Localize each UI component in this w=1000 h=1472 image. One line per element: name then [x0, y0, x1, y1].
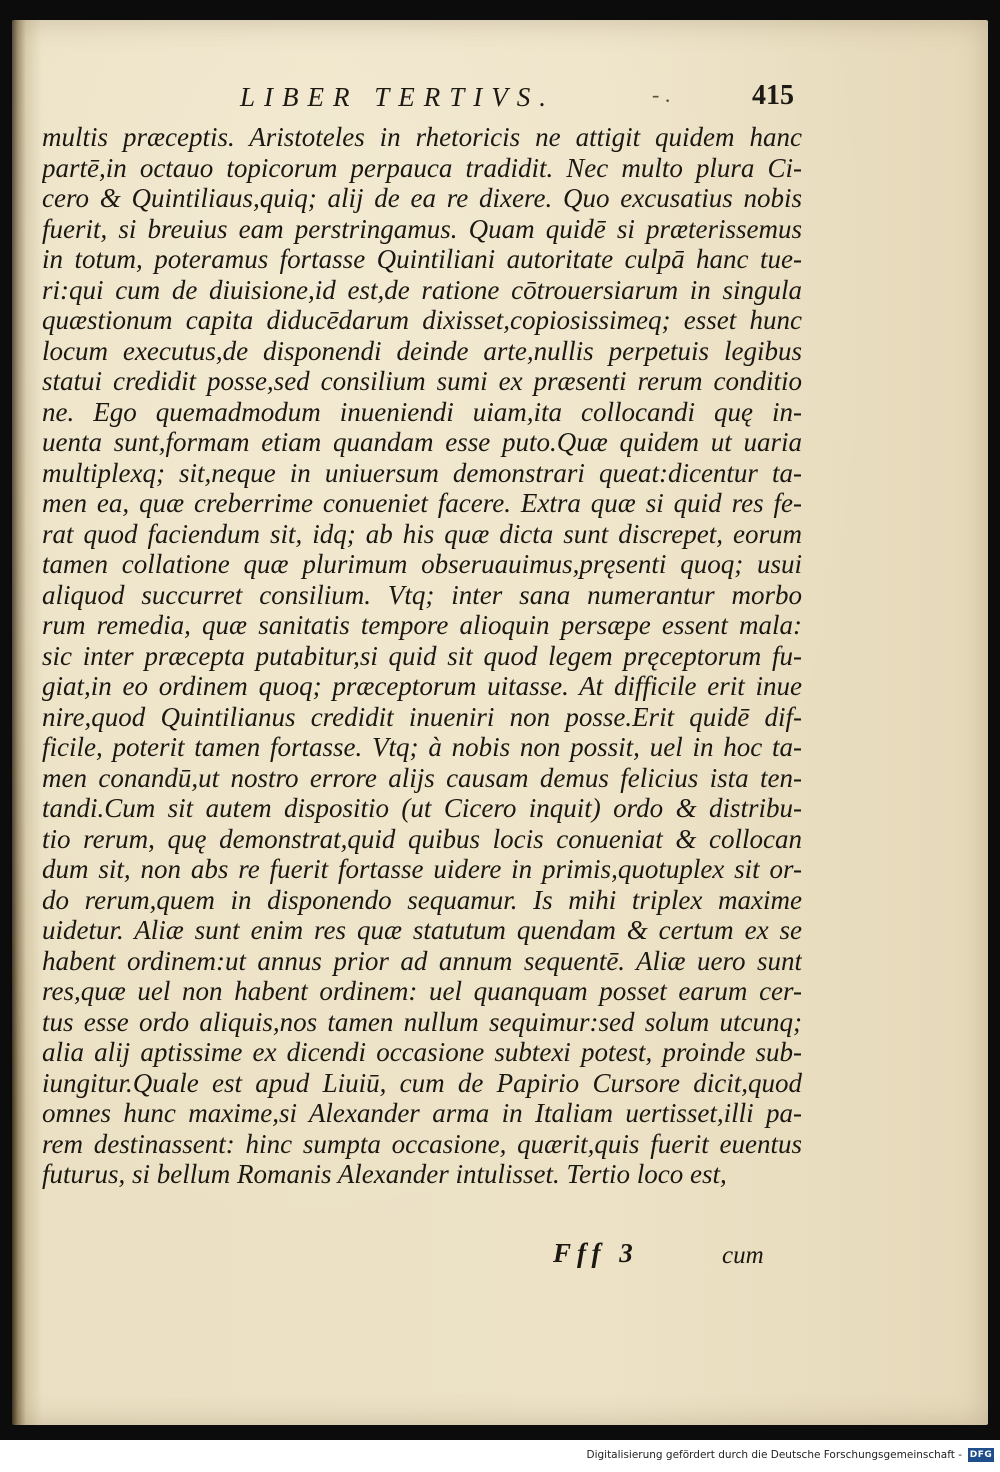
text-line: ne. Ego quemadmodum inueniendi uiam,ita collocandi quę in-: [42, 396, 802, 427]
text-line: fuerit, si breuius eam perstringamus. Quam quidē si præterissemus: [42, 213, 802, 244]
text-line: tus esse ordo aliquis,nos tamen nullum sequimur:sed solum utcunq;: [42, 1006, 802, 1037]
text-line: partē,in octauo topicorum perpauca tradidit. Nec multo plura Ci-: [42, 152, 802, 183]
text-line: tandi.Cum sit autem dispositio (ut Cicero inquit) ordo & distribu-: [42, 793, 802, 823]
running-head-mark: - .: [652, 82, 671, 107]
text-line: ficile, poterit tamen fortasse. Vtq; à nobis non possit, uel in hoc ta-: [42, 732, 802, 762]
signature-mark: Fff 3: [553, 1238, 639, 1268]
page-footer: [12, 1238, 988, 1278]
text-line: tio rerum, quę demonstrat,quid quibus locis conueniat & collocan: [42, 823, 802, 854]
text-line: uidetur. Aliæ sunt enim res quæ statutum quendam & certum ex se: [42, 915, 802, 945]
text-line: multis præceptis. Aristoteles in rhetoricis ne attigit quidem hanc: [42, 122, 802, 152]
book-page: [12, 20, 988, 1425]
text-line: alia alij aptissime ex dicendi occasione subtexi potest, proinde sub-: [42, 1037, 802, 1067]
running-head: [12, 82, 988, 122]
text-line: men ea, quæ creberrime conueniet facere. Extra quæ si quid res fe-: [42, 488, 802, 518]
text-line: rem destinassent: hinc sumpta occasione, quærit,quis fuerit euentus: [42, 1128, 802, 1159]
text-line: iungitur.Quale est apud Liuiū, cum de Papirio Cursore dicit,quod: [42, 1067, 802, 1098]
body-text: [42, 122, 802, 1190]
text-line: men conandū,ut nostro errore alijs causam demus felicius ista ten-: [42, 762, 802, 793]
text-line: locum executus,de disponendi deinde arte,nullis perpetuis legibus: [42, 335, 802, 366]
text-line: quæstionum capita diducēdarum dixisset,copiosissimeq; esset hunc: [42, 305, 802, 335]
text-line: multiplexq; sit,neque in uniuersum demonstrari queat:dicentur ta-: [42, 457, 802, 488]
text-line: omnes hunc maxime,si Alexander arma in Italiam uertisset,illi pa-: [42, 1098, 802, 1128]
text-line: futurus, si bellum Romanis Alexander intulisset. Tertio loco est,: [42, 1159, 727, 1189]
dfg-logo: DFG: [969, 1450, 993, 1460]
text-line: in totum, poteramus fortasse Quintiliani autoritate culpā hanc tue-: [42, 244, 802, 274]
running-head-title: LIBER TERTIVS.: [240, 82, 555, 112]
text-line: sic inter præcepta putabitur,si quid sit quod legem pręceptorum fu-: [42, 640, 802, 671]
text-line: aliquod succurret consilium. Vtq; inter sana numerantur morbo: [42, 579, 802, 610]
text-line: statui credidit posse,sed consilium sumi ex præsenti rerum conditio: [42, 366, 802, 396]
text-line: uenta sunt,formam etiam quandam esse puto.Quæ quidem ut uaria: [42, 427, 802, 457]
text-line: cero & Quintiliaus,quiq; alij de ea re dixere. Quo excusatius nobis: [42, 183, 802, 213]
text-line: do rerum,quem in disponendo sequamur. Is mihi triplex maxime: [42, 884, 802, 915]
text-line: habent ordinem:ut annus prior ad annum sequentē. Aliæ uero sunt: [42, 945, 802, 976]
catchword: cum: [722, 1242, 764, 1269]
credit-text: Digitalisierung gefördert durch die Deutsche Forschungsgemeinschaft -: [586, 1449, 962, 1461]
text-line: rum remedia, quæ sanitatis tempore alioquin persæpe essent mala:: [42, 610, 802, 640]
text-line: nire,quod Quintilianus credidit inueniri non posse.Erit quidē dif-: [42, 701, 802, 732]
credit-bar: [0, 1440, 1000, 1472]
text-line: res,quæ uel non habent ordinem: uel quanquam posset earum cer-: [42, 976, 802, 1006]
text-line: ri:qui cum de diuisione,id est,de ratione cōtrouersiarum in singula: [42, 274, 802, 305]
text-line: rat quod faciendum sit, idq; ab his quæ dicta sunt discrepet, eorum: [42, 518, 802, 549]
page-number: 415: [752, 80, 794, 111]
text-line: dum sit, non abs re fuerit fortasse uidere in primis,quotuplex sit or-: [42, 854, 802, 884]
text-line: tamen collatione quæ plurimum obseruauimus,pręsenti quoq; usui: [42, 549, 802, 579]
text-line: giat,in eo ordinem quoq; præceptorum uitasse. At difficile erit inue: [42, 671, 802, 701]
